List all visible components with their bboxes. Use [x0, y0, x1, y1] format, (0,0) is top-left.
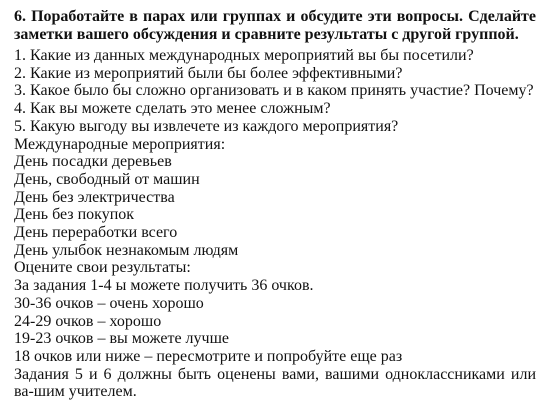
questions-list — [14, 47, 536, 136]
scoring-item: 30-36 очков – очень хорошо — [14, 294, 204, 312]
final-note: Задания 5 и 6 должны быть оценены вами, вашими одноклассниками или ва-шим учителем. — [14, 365, 536, 401]
event-item: День улыбок незнакомым людям — [14, 241, 239, 259]
question-item: 5. Какую выгоду вы извлечете из каждого мероприятия? — [14, 117, 399, 135]
results-title: Оцените свои результаты: — [14, 259, 191, 277]
question-item: 1. Какие из данных международных мероприятий вы бы посетили? — [14, 47, 474, 64]
events-title: Международные мероприятия: — [14, 135, 226, 153]
question-item: 4. Как вы можете сделать это менее сложным? — [14, 100, 331, 118]
task-heading: 6. Поработайте в парах или группах и обсудите эти вопросы. Сделайте заметки вашего обсуждения и сравните результаты с другой группой. — [14, 8, 536, 43]
scoring-item: 18 очков или ниже – пересмотрите и попробуйте еще раз — [14, 347, 403, 365]
scoring-item: За задания 1-4 ы можете получить 36 очков. — [14, 277, 314, 295]
scoring-item: 19-23 очков – вы можете лучше — [14, 330, 229, 348]
event-item: День без покупок — [14, 206, 135, 224]
question-item: 2. Какие из мероприятий были бы более эффективными? — [14, 64, 403, 82]
event-item: День посадки деревьев — [14, 153, 172, 171]
event-item: День, свободный от машин — [14, 170, 200, 188]
events-list — [14, 153, 536, 259]
question-item: 3. Какое было бы сложно организовать и в каком принять участие? Почему? — [14, 82, 534, 100]
event-item: День без электричества — [14, 188, 175, 206]
scoring-item: 24-29 очков – хорошо — [14, 312, 162, 330]
scoring-list — [14, 277, 536, 366]
event-item: День переработки всего — [14, 224, 178, 242]
